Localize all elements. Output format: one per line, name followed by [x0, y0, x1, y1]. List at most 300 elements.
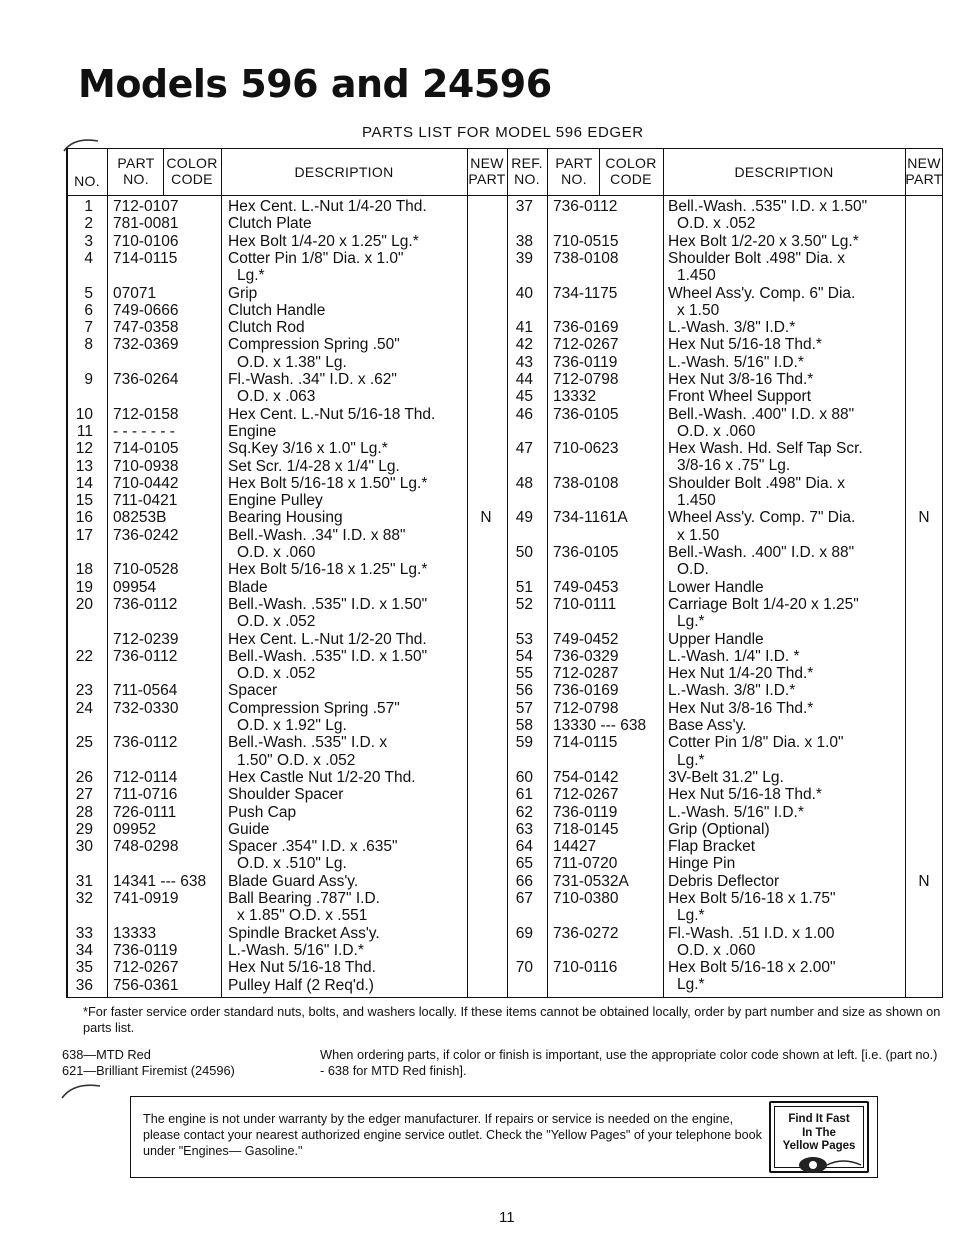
part-description: [668, 319, 795, 336]
part-description: [228, 648, 427, 683]
part-description: [228, 492, 323, 509]
ref-number: 39: [515, 249, 533, 267]
description-line: Hex Nut 5/16-18 Thd.*: [668, 786, 822, 804]
ref-number: 4: [84, 249, 93, 267]
ref-number: 66: [515, 872, 533, 890]
part-number: 749-0453: [553, 578, 619, 596]
part-description: [668, 371, 813, 388]
ref-number: 47: [515, 440, 533, 458]
description-line: O.D. x .052: [237, 665, 316, 683]
part-number: 754-0142: [553, 768, 619, 786]
part-description: [668, 734, 844, 769]
ref-number: 61: [515, 786, 533, 804]
description-line: x 1.50: [677, 301, 720, 319]
description-line: Wheel Ass'y. Comp. 6" Dia.: [668, 284, 856, 302]
ref-number: 59: [515, 734, 533, 752]
part-number: 08253B: [113, 509, 167, 527]
part-number: 748-0298: [113, 838, 179, 856]
parts-table: [66, 148, 943, 998]
part-number: 732-0369: [113, 336, 179, 354]
description-line: O.D. x .052: [677, 215, 756, 233]
ref-number: 56: [515, 682, 533, 700]
ref-number: 2: [84, 215, 93, 233]
part-description: [228, 821, 269, 838]
part-description: [228, 890, 380, 925]
part-number: 726-0111: [113, 803, 177, 821]
part-number: 736-0105: [553, 405, 619, 423]
ref-number: 13: [75, 457, 93, 475]
ref-number: 54: [515, 647, 533, 665]
description-line: 1.450: [677, 267, 716, 285]
part-description: [228, 579, 268, 596]
description-line: O.D.: [677, 561, 709, 579]
part-number: 711-0716: [113, 786, 178, 804]
part-number: 710-0623: [553, 440, 619, 458]
part-number: 09954: [113, 578, 157, 596]
part-description: [668, 285, 855, 320]
part-description: [228, 285, 257, 302]
part-description: [228, 302, 325, 319]
description-line: Spacer: [228, 682, 278, 700]
part-number: 736-0105: [553, 544, 619, 561]
description-line: Front Wheel Support: [668, 388, 812, 406]
description-line: L.-Wash. 3/8" I.D.*: [668, 682, 796, 700]
ref-number: 43: [515, 353, 533, 371]
part-number: 747-0358: [113, 319, 179, 337]
part-number: 13332: [553, 388, 597, 406]
part-number: 756-0361: [113, 976, 179, 994]
part-number: 13330 --- 638: [553, 717, 647, 734]
telephone-icon: [793, 1151, 863, 1175]
ref-number: 46: [515, 405, 533, 423]
ref-number: 58: [515, 717, 533, 734]
description-line: O.D. x .063: [237, 388, 316, 406]
part-number: 736-0119: [553, 803, 618, 821]
ref-number: 45: [515, 388, 533, 406]
ref-number: 50: [515, 544, 533, 561]
part-description: [228, 336, 400, 371]
part-description: [668, 233, 859, 250]
part-number: 738-0108: [553, 249, 619, 267]
part-description: [668, 250, 845, 285]
part-description: [228, 371, 397, 406]
part-number: 736-0112: [553, 198, 618, 215]
part-number: 710-0111: [553, 595, 617, 613]
description-line: Hex Bolt 5/16-18 x 1.50" Lg.*: [228, 474, 428, 492]
ref-number: 23: [75, 682, 93, 700]
ref-number: 10: [75, 405, 93, 423]
description-line: Bell.-Wash. .400" I.D. x 88": [668, 405, 855, 423]
description-line: Grip (Optional): [668, 820, 770, 838]
description-line: x 1.85" O.D. x .551: [237, 907, 368, 925]
part-number: 712-0798: [553, 699, 619, 717]
part-description: [228, 198, 427, 215]
description-line: Blade: [228, 578, 268, 596]
ref-number: 48: [515, 474, 533, 492]
description-line: Lg.*: [237, 267, 265, 285]
color-code-item: 621—Brilliant Firemist (24596): [62, 1062, 235, 1078]
ref-number: 53: [515, 630, 533, 648]
part-description: [228, 475, 427, 492]
part-number: 732-0330: [113, 699, 179, 717]
part-description: [668, 890, 836, 925]
description-line: Set Scr. 1/4-28 x 1/4" Lg.: [228, 457, 400, 475]
color-order-note: When ordering parts, if color or finish is important, use the appropriate color code shown at left. [i.e. (part no.) - 638 for MTD Red finish].: [320, 1047, 938, 1078]
part-description: [228, 942, 364, 959]
description-line: Base Ass'y.: [668, 717, 747, 734]
description-line: 1.450: [677, 492, 716, 510]
description-line: Upper Handle: [668, 630, 764, 648]
part-description: [668, 440, 863, 475]
part-number: 711-0720: [553, 855, 618, 873]
ref-number: 49: [515, 509, 533, 527]
ref-number: 41: [515, 319, 533, 337]
description-line: O.D. x .052: [237, 613, 316, 631]
ref-number: 9: [84, 371, 93, 388]
part-description: [668, 786, 822, 803]
part-number: 736-0272: [553, 924, 619, 942]
description-line: Lg.*: [677, 907, 705, 925]
part-description: [228, 769, 416, 786]
ref-number: 60: [515, 768, 533, 786]
ref-number: 38: [515, 232, 533, 250]
description-line: Lg.*: [677, 976, 705, 994]
ref-number: 42: [515, 336, 533, 354]
part-number: 734-1161A: [553, 509, 628, 527]
ref-number: 55: [515, 665, 533, 683]
engine-warranty-text: The engine is not under warranty by the edger manufacturer. If repairs or service is needed on the engine, please contact your nearest authorized engine service outlet. Check the "Yellow Pages" of your telephone book under "Engines— Gasoline.": [143, 1112, 762, 1158]
header-color-code-right: COLOR CODE: [605, 155, 657, 187]
ref-number: 12: [75, 440, 93, 458]
description-line: Hex Nut 3/8-16 Thd.*: [668, 699, 814, 717]
part-number: - - - - - - -: [113, 422, 175, 440]
header-description-right: DESCRIPTION: [734, 164, 834, 180]
ref-number: 24: [75, 699, 93, 717]
ref-number: 40: [515, 284, 533, 302]
description-line: Spacer .354" I.D. x .635": [228, 838, 398, 856]
footnote: *For faster service order standard nuts, bolts, and washers locally. If these items cannot be obtained locally, order by part number and size as shown on parts list.: [83, 1004, 941, 1035]
description-line: Cotter Pin 1/8" Dia. x 1.0": [228, 249, 404, 267]
part-number: 714-0105: [113, 440, 179, 458]
description-line: Compression Spring .50": [228, 336, 400, 354]
description-line: 1.50" O.D. x .052: [237, 751, 356, 769]
description-line: O.D. x 1.38" Lg.: [237, 353, 347, 371]
description-line: Bell.-Wash. .535" I.D. x 1.50": [228, 595, 428, 613]
ref-number: 52: [515, 595, 533, 613]
description-line: Pulley Half (2 Req'd.): [228, 976, 374, 994]
part-number: 14427: [553, 838, 597, 856]
part-description: [228, 509, 343, 526]
part-description: [668, 769, 784, 786]
ref-number: 35: [75, 959, 93, 977]
part-number: 710-0938: [113, 457, 179, 475]
part-number: 736-0242: [113, 526, 179, 544]
description-line: Hex Nut 5/16-18 Thd.: [228, 959, 376, 977]
ref-number: 33: [75, 924, 93, 942]
part-number: 712-0287: [553, 665, 619, 683]
part-number: 712-0267: [553, 786, 619, 804]
description-line: L.-Wash. 1/4" I.D. *: [668, 647, 800, 665]
part-number: 710-0528: [113, 561, 179, 579]
ref-number: 20: [75, 595, 93, 613]
part-description: [668, 406, 854, 441]
part-description: [228, 233, 419, 250]
ref-number: 67: [515, 890, 533, 907]
part-number: 712-0798: [553, 371, 619, 388]
ref-number: 30: [75, 838, 93, 856]
color-code-item: 638—MTD Red: [62, 1047, 151, 1062]
description-line: Guide: [228, 820, 270, 838]
header-new-part-right: NEW PART: [905, 155, 943, 187]
description-line: Blade Guard Ass'y.: [228, 872, 359, 890]
part-description: [668, 579, 764, 596]
ref-number: 17: [75, 526, 93, 544]
page-title: Models 596 and 24596: [78, 62, 552, 106]
part-number: 749-0452: [553, 630, 619, 648]
description-line: Bell.-Wash. .535" I.D. x: [228, 734, 388, 752]
description-line: Debris Deflector: [668, 872, 780, 890]
ref-number: 32: [75, 890, 93, 907]
header-description: DESCRIPTION: [294, 164, 394, 180]
part-description: [228, 440, 388, 457]
part-description: [668, 509, 855, 544]
header-color-code: COLOR CODE: [166, 155, 218, 187]
part-description: [668, 388, 811, 405]
part-number: 736-0119: [113, 941, 178, 959]
ref-number: 31: [75, 872, 93, 890]
part-description: [228, 682, 277, 699]
ref-number: 28: [75, 803, 93, 821]
part-number: 710-0515: [553, 232, 619, 250]
description-line: Flap Bracket: [668, 838, 756, 856]
description-line: Grip: [228, 284, 258, 302]
ref-number: 16: [75, 509, 93, 527]
description-line: Bell.-Wash. .535" I.D. x 1.50": [668, 198, 868, 215]
description-line: L.-Wash. 5/16" I.D.*: [668, 803, 804, 821]
ref-number: 5: [84, 284, 93, 302]
ref-number: 64: [515, 838, 533, 856]
description-line: L.-Wash. 5/16" I.D.*: [228, 941, 364, 959]
description-line: Clutch Rod: [228, 319, 305, 337]
part-number: 14341 --- 638: [113, 872, 207, 890]
part-description: [668, 198, 867, 233]
part-description: [668, 665, 813, 682]
new-part-flag: N: [918, 509, 930, 527]
ref-number: 69: [515, 924, 533, 942]
description-line: Bearing Housing: [228, 509, 343, 527]
ref-number: 44: [515, 371, 533, 388]
part-description: [668, 821, 770, 838]
ref-number: 18: [75, 561, 93, 579]
part-description: [668, 873, 779, 890]
part-number: 718-0145: [553, 820, 619, 838]
part-description: [228, 250, 404, 285]
part-number: 07071: [113, 284, 157, 302]
part-description: [228, 423, 276, 440]
description-line: 3/8-16 x .75" Lg.: [677, 457, 791, 475]
ref-number: 7: [84, 319, 93, 337]
part-description: [228, 527, 406, 562]
part-description: [668, 717, 746, 734]
description-line: Fl.-Wash. .51 I.D. x 1.00: [668, 924, 835, 942]
description-line: Lower Handle: [668, 578, 764, 596]
part-description: [228, 458, 400, 475]
header-part-no-right: PART NO.: [555, 155, 593, 187]
part-number: 736-0264: [113, 371, 179, 388]
ref-number: 3: [84, 232, 93, 250]
part-description: [228, 977, 374, 994]
part-description: [228, 804, 296, 821]
part-number: 712-0267: [553, 336, 619, 354]
part-description: [228, 925, 380, 942]
part-number: 710-0116: [553, 959, 618, 977]
part-number: 710-0106: [113, 232, 179, 250]
part-number: 736-0112: [113, 734, 178, 752]
part-description: [668, 544, 854, 579]
description-line: Hex Nut 3/8-16 Thd.*: [668, 371, 814, 388]
part-description: [228, 319, 305, 336]
description-line: x 1.50: [677, 526, 720, 544]
description-line: Carriage Bolt 1/4-20 x 1.25": [668, 595, 859, 613]
description-line: Ball Bearing .787" I.D.: [228, 890, 380, 907]
description-line: Hex Castle Nut 1/2-20 Thd.: [228, 768, 416, 786]
description-line: Bell.-Wash. .535" I.D. x 1.50": [228, 647, 428, 665]
description-line: Bell.-Wash. .400" I.D. x 88": [668, 544, 855, 561]
color-code-legend: [62, 1047, 235, 1078]
ref-number: 36: [75, 976, 93, 994]
part-number: 710-0442: [113, 474, 179, 492]
description-line: Spindle Bracket Ass'y.: [228, 924, 380, 942]
description-line: Hex Bolt 5/16-18 x 1.75": [668, 890, 836, 907]
part-number: 712-0239: [113, 630, 179, 648]
part-number: 749-0666: [113, 301, 179, 319]
part-description: [228, 838, 398, 873]
description-line: Sq.Key 3/16 x 1.0" Lg.*: [228, 440, 388, 458]
description-line: Hinge Pin: [668, 855, 736, 873]
description-line: Engine Pulley: [228, 492, 323, 510]
description-line: Hex Cent. L.-Nut 1/4-20 Thd.: [228, 198, 427, 215]
part-description: [668, 475, 845, 510]
part-number: 736-0112: [113, 647, 178, 665]
parts-list-subtitle: PARTS LIST FOR MODEL 596 EDGER: [362, 124, 644, 141]
description-line: Compression Spring .57": [228, 699, 400, 717]
description-line: Hex Wash. Hd. Self Tap Scr.: [668, 440, 863, 458]
part-number: 731-0532A: [553, 872, 629, 890]
part-number: 712-0267: [113, 959, 179, 977]
header-part-no: PART NO.: [117, 155, 155, 187]
part-description: [228, 631, 427, 648]
part-description: [668, 631, 764, 648]
new-part-flag: N: [480, 509, 492, 527]
ref-number: 8: [84, 336, 93, 354]
part-description: [228, 786, 343, 803]
description-line: Lg.*: [677, 751, 705, 769]
part-number: 736-0169: [553, 319, 619, 337]
part-description: [668, 838, 755, 855]
part-number: 712-0107: [113, 198, 179, 215]
badge-line: Find It Fast: [788, 1113, 850, 1125]
description-line: O.D. x .060: [237, 543, 316, 561]
ref-number: 19: [75, 578, 93, 596]
ref-number: 26: [75, 768, 93, 786]
description-line: O.D. x .060: [677, 422, 756, 440]
part-number: 712-0158: [113, 405, 179, 423]
header-ref-no-right: REF. NO.: [511, 155, 543, 187]
description-line: Hex Nut 1/4-20 Thd.*: [668, 665, 814, 683]
part-description: [668, 682, 795, 699]
part-number: 711-0564: [113, 682, 178, 700]
description-line: Hex Bolt 1/4-20 x 1.25" Lg.*: [228, 232, 419, 250]
description-line: L.-Wash. 5/16" I.D.*: [668, 353, 804, 371]
ref-number: 65: [515, 855, 533, 873]
engine-warranty-box: [130, 1096, 878, 1178]
part-number: 13333: [113, 924, 157, 942]
part-description: [668, 336, 822, 353]
description-line: Hex Cent. L.-Nut 5/16-18 Thd.: [228, 405, 436, 423]
part-description: [668, 354, 804, 371]
part-description: [668, 925, 835, 960]
description-line: Clutch Plate: [228, 215, 312, 233]
ref-number: 25: [75, 734, 93, 752]
part-number: 741-0919: [113, 890, 179, 907]
part-number: 736-0329: [553, 647, 619, 665]
description-line: O.D. x .510" Lg.: [237, 855, 347, 873]
part-description: [668, 596, 859, 631]
description-line: Bell.-Wash. .34" I.D. x 88": [228, 526, 406, 544]
description-line: L.-Wash. 3/8" I.D.*: [668, 319, 796, 337]
ref-number: 1: [84, 198, 93, 215]
badge-line: Yellow Pages: [782, 1140, 856, 1152]
part-number: 714-0115: [113, 249, 178, 267]
description-line: Lg.*: [677, 613, 705, 631]
part-number: 736-0112: [113, 595, 178, 613]
part-description: [228, 406, 435, 423]
part-number: 712-0114: [113, 768, 178, 786]
header-new-part: NEW PART: [468, 155, 506, 187]
description-line: Hex Bolt 1/2-20 x 3.50" Lg.*: [668, 232, 859, 250]
ref-number: 11: [76, 422, 93, 440]
part-description: [228, 959, 376, 976]
part-number: 734-1175: [553, 284, 618, 302]
part-description: [668, 804, 804, 821]
part-description: [228, 596, 427, 631]
description-line: Push Cap: [228, 803, 297, 821]
description-line: O.D. x 1.92" Lg.: [237, 716, 347, 734]
description-line: Shoulder Spacer: [228, 786, 344, 804]
page-number: 11: [499, 1209, 515, 1226]
part-description: [228, 700, 400, 735]
description-line: Hex Bolt 5/16-18 x 1.25" Lg.*: [228, 561, 428, 579]
description-line: Fl.-Wash. .34" I.D. x .62": [228, 371, 397, 388]
new-part-flag: N: [918, 872, 930, 890]
ref-number: 57: [515, 699, 533, 717]
description-line: Shoulder Bolt .498" Dia. x: [668, 474, 845, 492]
ref-number: 14: [75, 474, 93, 492]
ref-number: 22: [75, 647, 93, 665]
ref-number: 34: [75, 941, 93, 959]
description-line: Cotter Pin 1/8" Dia. x 1.0": [668, 734, 844, 752]
side-mark-icon: [60, 1080, 110, 1100]
part-description: [228, 873, 358, 890]
part-description: [668, 700, 813, 717]
ref-number: 27: [75, 786, 93, 804]
description-line: 3V-Belt 31.2" Lg.: [668, 768, 784, 786]
description-line: O.D. x .060: [677, 941, 756, 959]
description-line: Hex Nut 5/16-18 Thd.*: [668, 336, 822, 354]
header-ref-no: NO.: [74, 173, 100, 189]
ref-number: 51: [515, 578, 533, 596]
ref-number: 29: [75, 820, 93, 838]
